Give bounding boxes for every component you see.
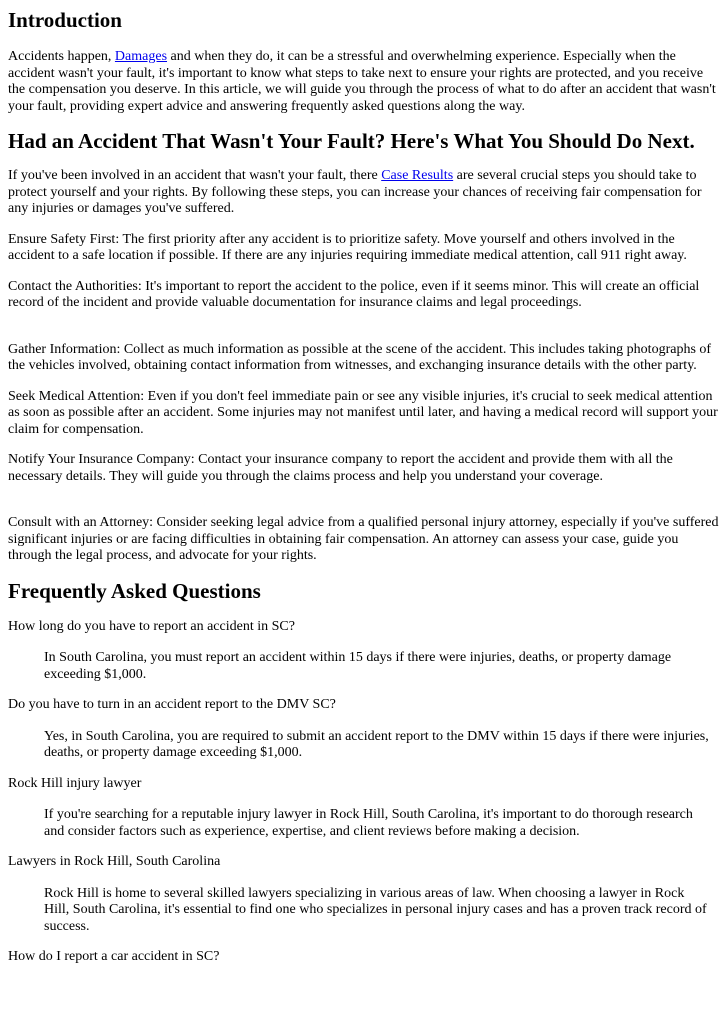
faq-question: Do you have to turn in an accident report to the DMV SC? xyxy=(8,697,336,712)
section-heading: Had an Accident That Wasn't Your Fault? Here's What You Should Do Next. xyxy=(8,129,695,153)
faq-question: Rock Hill injury lawyer xyxy=(8,775,142,791)
damages-link[interactable]: Damages xyxy=(114,49,168,64)
case-results-link[interactable]: Case Results xyxy=(381,168,454,183)
intro-text-start: Accidents happen, xyxy=(8,49,115,64)
step-information: Gather Information: Collect as much information as possible at the scene of the accident. This includes taking photographs of the vehicles involved, obtaining contact information from witnesses, and exchanging insurance details with the other party. xyxy=(8,341,712,373)
step-authorities: Contact the Authorities: It's important to report the accident to the police, even if it seems minor. This will create an official record of the incident and provide valuable documentation for insurance claims and legal proceedings. xyxy=(8,278,700,310)
faq-answer: Yes, in South Carolina, you are required to submit an accident report to the DMV within 15 days if there were injuries, deaths, or property damage exceeding $1,000. xyxy=(44,728,709,760)
article xyxy=(0,8,720,966)
section-intro-paragraph xyxy=(8,168,720,218)
step-safety: Ensure Safety First: The first priority after any accident is to prioritize safety. Move yourself and others involved in the accident to a safe location if possible. If there are any injuries requiring immediate medical attention, call 911 right away. xyxy=(8,231,687,263)
intro-paragraph xyxy=(8,49,720,115)
faq-list xyxy=(8,619,720,966)
step-insurance: Notify Your Insurance Company: Contact your insurance company to report the accident and provide them with all the necessary details. They will guide you through the claims process and help you understand your coverage. xyxy=(8,452,673,484)
faq-heading: Frequently Asked Questions xyxy=(8,578,261,603)
faq-answer: In South Carolina, you must report an accident within 15 days if there were injuries, deaths, or property damage exceeding $1,000. xyxy=(44,650,672,682)
section-text-start: If you've been involved in an accident that wasn't your fault, there xyxy=(8,168,382,183)
intro-heading: Introduction xyxy=(8,8,122,32)
intro-text-end: and when they do, it can be a stressful and overwhelming experience. Especially when the accident wasn't your fault, it's important to know what steps to take next to ensure your rights are protected, and you receive the compensation you deserve. In this article, we will guide you through the process of what to do after an accident that wasn't your fault, providing expert advice and answering frequently asked questions along the way. xyxy=(8,49,716,114)
faq-question: How do I report a car accident in SC? xyxy=(8,949,220,964)
step-attorney: Consult with an Attorney: Consider seeking legal advice from a qualified personal injury attorney, especially if you've suffered significant injuries or are facing difficulties in obtaining fair compensation. An attorney can assess your case, guide you through the legal process, and advocate for your rights. xyxy=(8,515,719,563)
step-medical: Seek Medical Attention: Even if you don't feel immediate pain or see any visible injuries, it's crucial to seek medical attention as soon as possible after an accident. Some injuries may not manifest until later, and having a medical record will support your claim for compensation. xyxy=(8,388,718,437)
faq-answer: If you're searching for a reputable injury lawyer in Rock Hill, South Carolina, it's important to do thorough research and consider factors such as experience, expertise, and client reviews before making a decision. xyxy=(44,807,693,839)
faq-answer: Rock Hill is home to several skilled lawyers specializing in various areas of law. When choosing a lawyer in Rock Hill, South Carolina, it's essential to find one who specializes in personal injury cases and has a proven track record of success. xyxy=(44,885,707,934)
section-text-end: are several crucial steps you should take to protect yourself and your rights. By following these steps, you can increase your chances of receiving fair compensation for any injuries or damages you've suffered. xyxy=(8,168,702,216)
faq-question: Lawyers in Rock Hill, South Carolina xyxy=(8,854,221,869)
faq-question: How long do you have to report an accident in SC? xyxy=(8,618,295,634)
